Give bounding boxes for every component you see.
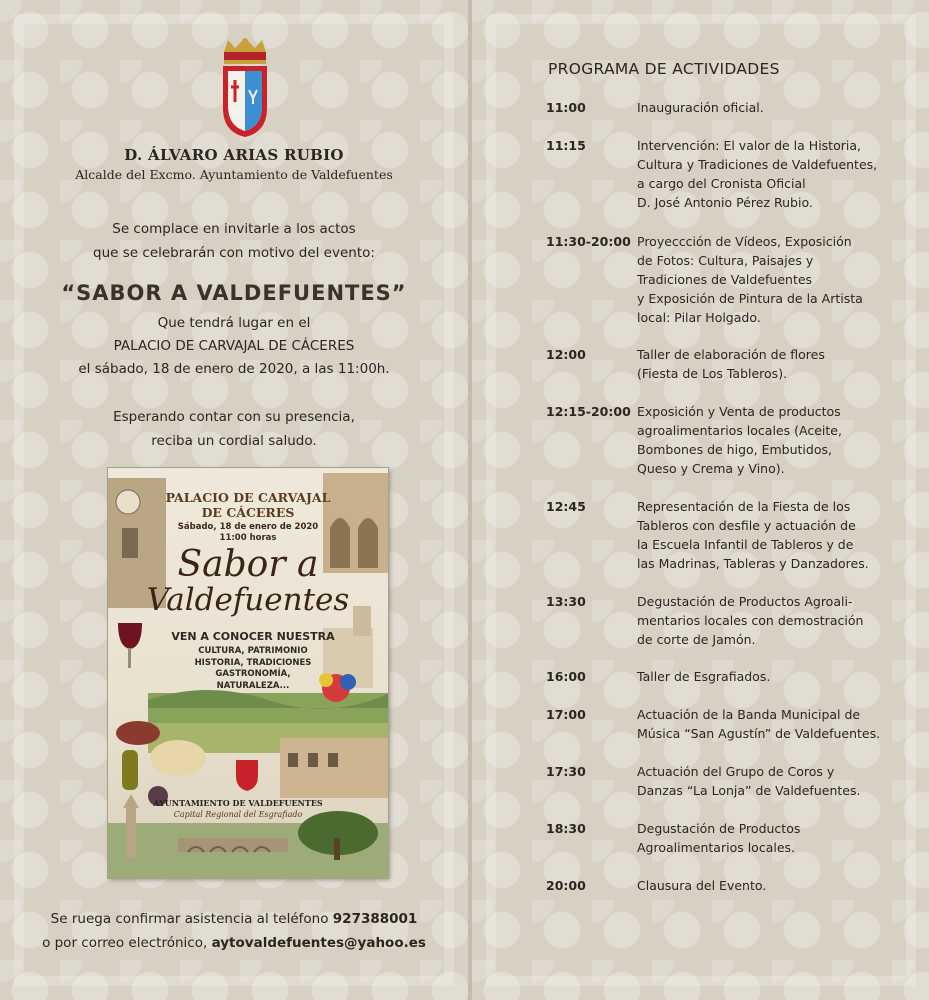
program-time: 16:00 bbox=[546, 669, 586, 684]
rsvp-phone: 927388001 bbox=[332, 911, 418, 927]
program-time: 11:00 bbox=[546, 100, 586, 115]
program-description bbox=[637, 232, 887, 327]
program-description bbox=[637, 497, 887, 573]
program-line: de Fotos: Cultura, Paisajes y bbox=[637, 253, 814, 268]
program-line: (Fiesta de Los Tableros). bbox=[637, 366, 788, 381]
poster-list-line: HISTORIA, TRADICIONES bbox=[194, 657, 312, 668]
program-line: Tableros con desfile y actuación de bbox=[637, 518, 856, 533]
program-time: 20:00 bbox=[546, 878, 586, 893]
venue-line: el sábado, 18 de enero de 2020, a las 11:00h. bbox=[78, 361, 390, 377]
program-line: Taller de Esgrafiados. bbox=[637, 669, 771, 684]
rsvp-email-prefix: o por correo electrónico, bbox=[42, 935, 212, 951]
program-description bbox=[637, 345, 887, 383]
program-line: Bombones de higo, Embutidos, bbox=[637, 442, 832, 457]
program-line: Degustación de Productos bbox=[637, 821, 801, 836]
poster-title-line1: Sabor a bbox=[177, 544, 319, 585]
poster-ayuntamiento: AYUNTAMIENTO DE VALDEFUENTES bbox=[153, 798, 323, 808]
program-time: 18:30 bbox=[546, 821, 586, 836]
program-line: D. José Antonio Pérez Rubio. bbox=[637, 195, 813, 210]
rsvp-email-line bbox=[0, 931, 468, 955]
program-time: 11:30-20:00 bbox=[546, 234, 631, 249]
program-time: 12:15-20:00 bbox=[546, 404, 631, 419]
coat-of-arms-icon bbox=[218, 38, 272, 138]
program-line: mentarios locales con demostración bbox=[637, 613, 864, 628]
poster-list-line: CULTURA, PATRIMONIO bbox=[198, 646, 308, 656]
program-line: Queso y Crema y Vino). bbox=[637, 461, 785, 476]
program-line: de corte de Jamón. bbox=[637, 632, 756, 647]
rsvp-phone-prefix: Se ruega confirmar asistencia al teléfono bbox=[50, 911, 333, 927]
venue-details bbox=[0, 312, 468, 381]
program-line: Taller de elaboración de flores bbox=[637, 347, 825, 362]
poster-list bbox=[158, 646, 348, 692]
program-description bbox=[637, 402, 887, 478]
event-title: “SABOR A VALDEFUENTES” bbox=[61, 281, 407, 305]
invitation-line: Se complace en invitarle a los actos bbox=[112, 221, 356, 237]
program-time: 17:00 bbox=[546, 707, 586, 722]
poster-list-line: NATURALEZA... bbox=[216, 680, 290, 691]
mayor-name: D. ÁLVARO ARIAS RUBIO bbox=[124, 146, 344, 164]
program-line: las Madrinas, Tableras y Danzadores. bbox=[637, 556, 869, 571]
program-line: y Exposición de Pintura de la Artista bbox=[637, 291, 863, 306]
program-line: Intervención: El valor de la Historia, bbox=[637, 138, 861, 153]
closing-line: Esperando contar con su presencia, bbox=[113, 409, 355, 425]
poster-caption: Capital Regional del Esgrafiado bbox=[173, 810, 303, 819]
poster-date-line: Sábado, 18 de enero de 2020 bbox=[177, 522, 319, 532]
program-title: PROGRAMA DE ACTIVIDADES bbox=[548, 60, 780, 78]
program-description bbox=[637, 98, 887, 117]
closing-text bbox=[0, 405, 468, 453]
venue-line: PALACIO DE CARVAJAL DE CÁCERES bbox=[113, 338, 355, 354]
program-line: local: Pilar Holgado. bbox=[637, 310, 761, 325]
program-description bbox=[637, 705, 887, 743]
program-description bbox=[637, 876, 887, 895]
program-line: Actuación de la Banda Municipal de bbox=[637, 707, 861, 722]
rsvp-phone-line bbox=[0, 907, 468, 931]
program-line: Danzas “La Lonja” de Valdefuentes. bbox=[637, 783, 861, 798]
venue-line: Que tendrá lugar en el bbox=[157, 315, 311, 331]
poster-venue-line: DE CÁCERES bbox=[201, 505, 295, 520]
program-description bbox=[637, 136, 887, 212]
program-line: Tradiciones de Valdefuentes bbox=[637, 272, 813, 287]
program-description bbox=[637, 819, 887, 857]
mayor-title: Alcalde del Excmo. Ayuntamiento de Valdefuentes bbox=[75, 167, 393, 182]
program-line: Clausura del Evento. bbox=[637, 878, 767, 893]
program-time: 11:15 bbox=[546, 138, 586, 153]
poster-title-line2: Valdefuentes bbox=[146, 582, 350, 618]
poster-venue bbox=[128, 490, 368, 520]
program-description bbox=[637, 667, 887, 686]
program-line: Proyeccción de Vídeos, Exposición bbox=[637, 234, 852, 249]
rsvp-text bbox=[0, 907, 468, 955]
program-line: a cargo del Cronista Oficial bbox=[637, 176, 806, 191]
poster-tagline: VEN A CONOCER NUESTRA bbox=[171, 630, 335, 643]
program-line: Cultura y Tradiciones de Valdefuentes, bbox=[637, 157, 878, 172]
program-description bbox=[637, 592, 887, 649]
rsvp-email: aytovaldefuentes@yahoo.es bbox=[211, 935, 426, 951]
poster-date bbox=[128, 522, 368, 544]
program-line: agroalimentarios locales (Aceite, bbox=[637, 423, 842, 438]
program-line: Agroalimentarios locales. bbox=[637, 840, 796, 855]
program-line: Inauguración oficial. bbox=[637, 100, 764, 115]
invitation-line: que se celebrarán con motivo del evento: bbox=[93, 245, 375, 261]
program-time: 17:30 bbox=[546, 764, 586, 779]
program-time: 12:00 bbox=[546, 347, 586, 362]
event-poster bbox=[108, 468, 388, 878]
program-time: 13:30 bbox=[546, 594, 586, 609]
program-description bbox=[637, 762, 887, 800]
poster-venue-line: PALACIO DE CARVAJAL bbox=[165, 490, 331, 505]
program-line: Representación de la Fiesta de los bbox=[637, 499, 851, 514]
invitation-text bbox=[0, 217, 468, 265]
program-line: Degustación de Productos Agroali- bbox=[637, 594, 853, 609]
program-line: la Escuela Infantil de Tableros y de bbox=[637, 537, 854, 552]
poster-list-line: GASTRONOMÍA, bbox=[215, 669, 291, 679]
program-line: Exposición y Venta de productos bbox=[637, 404, 841, 419]
program-line: Actuación del Grupo de Coros y bbox=[637, 764, 835, 779]
closing-line: reciba un cordial saludo. bbox=[151, 433, 317, 449]
poster-time-line: 11:00 horas bbox=[219, 533, 277, 543]
program-time: 12:45 bbox=[546, 499, 586, 514]
program-line: Música “San Agustín” de Valdefuentes. bbox=[637, 726, 881, 741]
